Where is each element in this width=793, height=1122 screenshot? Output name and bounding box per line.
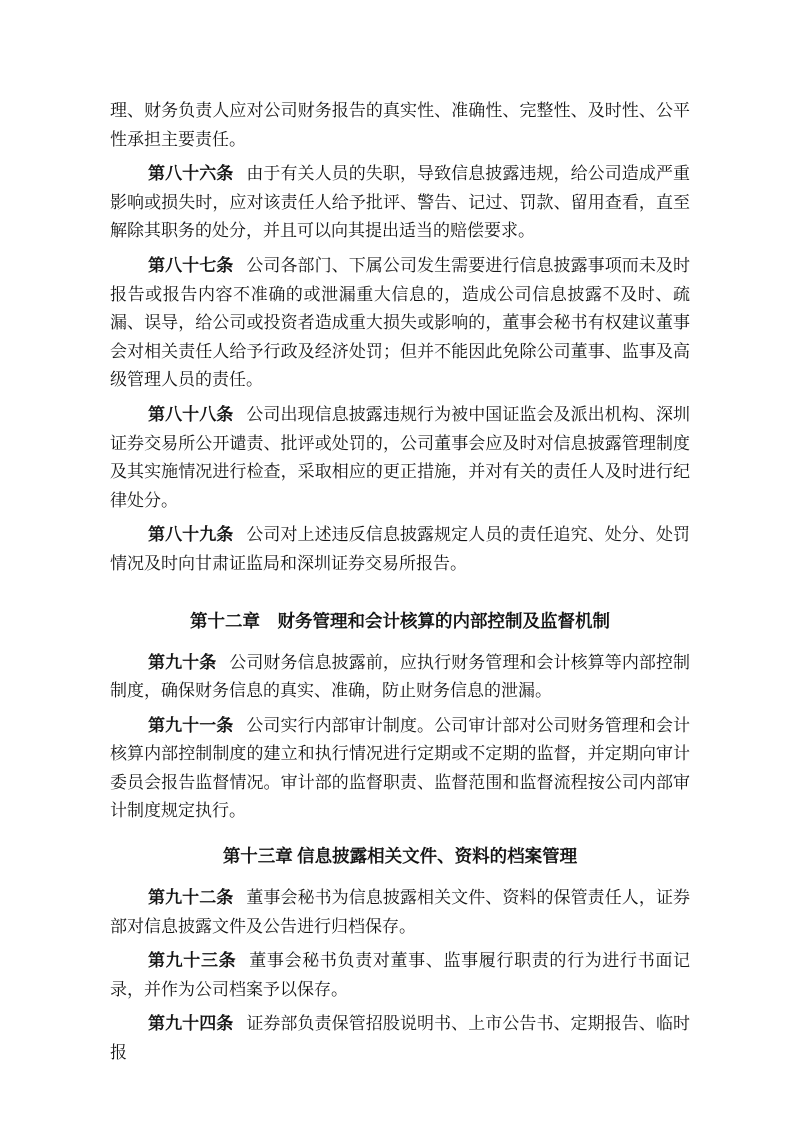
chapter-heading-13: 第十三章 信息披露相关文件、资料的档案管理 — [222, 846, 578, 867]
article-paragraph-87 — [110, 252, 690, 395]
article-label: 第九十二条 — [148, 888, 234, 908]
article-label: 第九十四条 — [148, 1014, 234, 1034]
article-text: 董事会秘书负责对董事、监事履行职责的行为进行书面记录，并作为公司档案予以保存。 — [110, 951, 691, 999]
article-text: 理、财务负责人应对公司财务报告的真实性、准确性、完整性、及时性、公平性承担主要责任。 — [110, 101, 690, 149]
article-label: 第八十七条 — [148, 255, 234, 275]
article-label: 第八十六条 — [148, 164, 234, 184]
article-text: 公司财务信息披露前，应执行财务管理和会计核算等内部控制制度，确保财务信息的真实、准确，防止财务信息的泄漏。 — [110, 652, 691, 701]
article-paragraph-88 — [110, 401, 690, 515]
article-text: 证券部负责保管招股说明书、上市公告书、定期报告、临时报 — [110, 1014, 691, 1063]
article-text: 董事会秘书为信息披露相关文件、资料的保管责任人，证券部对信息披露文件及公告进行归档保存。 — [110, 888, 691, 936]
article-label: 第九十一条 — [148, 715, 234, 735]
article-label: 第九十三条 — [148, 951, 237, 971]
article-label: 第九十条 — [148, 652, 217, 672]
article-text: 由于有关人员的失职，导致信息披露违规，给公司造成严重影响或损失时，应对该责任人给予批评、警告、记过、罚款、留用查看，直至解除其职务的处分，并且可以向其提出适当的赔偿要求。 — [110, 164, 691, 241]
article-text: 公司对上述违反信息披露规定人员的责任追究、处分、处罚情况及时向甘肃证监局和深圳证券交易所报告。 — [110, 525, 691, 573]
article-paragraph-94 — [110, 1010, 690, 1067]
page-content — [110, 97, 690, 1068]
chapter-heading-12: 第十二章 财务管理和会计核算的内部控制及监督机制 — [190, 610, 610, 631]
article-paragraph-89 — [110, 521, 690, 578]
article-paragraph-86 — [110, 160, 690, 246]
article-paragraph-90 — [110, 649, 690, 706]
article-paragraph-93 — [110, 947, 690, 1004]
article-paragraph-91 — [110, 712, 690, 826]
article-label: 第八十八条 — [148, 404, 234, 424]
article-label: 第八十九条 — [148, 525, 234, 545]
article-text: 公司出现信息披露违规行为被中国证监会及派出机构、深圳证券交易所公开谴责、批评或处罚的，公司董事会应及时对信息披露管理制度及其实施情况进行检查，采取相应的更正措施，并对有关的责任人及时进行纪律处分。 — [110, 404, 691, 510]
article-text: 公司实行内部审计制度。公司审计部对公司财务管理和会计核算内部控制制度的建立和执行情况进行定期或不定期的监督，并定期向审计委员会报告监督情况。审计部的监督职责、监督范围和监督流程按公司内部审计制度规定执行。 — [110, 715, 691, 821]
article-paragraph-92 — [110, 884, 690, 941]
continuation-paragraph — [110, 97, 690, 154]
article-text: 公司各部门、下属公司发生需要进行信息披露事项而未及时报告或报告内容不准确的或泄漏重大信息的，造成公司信息披露不及时、疏漏、误导，给公司或投资者造成重大损失或影响的，董事会秘书有权建议董事会对相关责任人给予行政及经济处罚；但并不能因此免除公司董事、监事及高级管理人员的责任。 — [110, 255, 691, 390]
